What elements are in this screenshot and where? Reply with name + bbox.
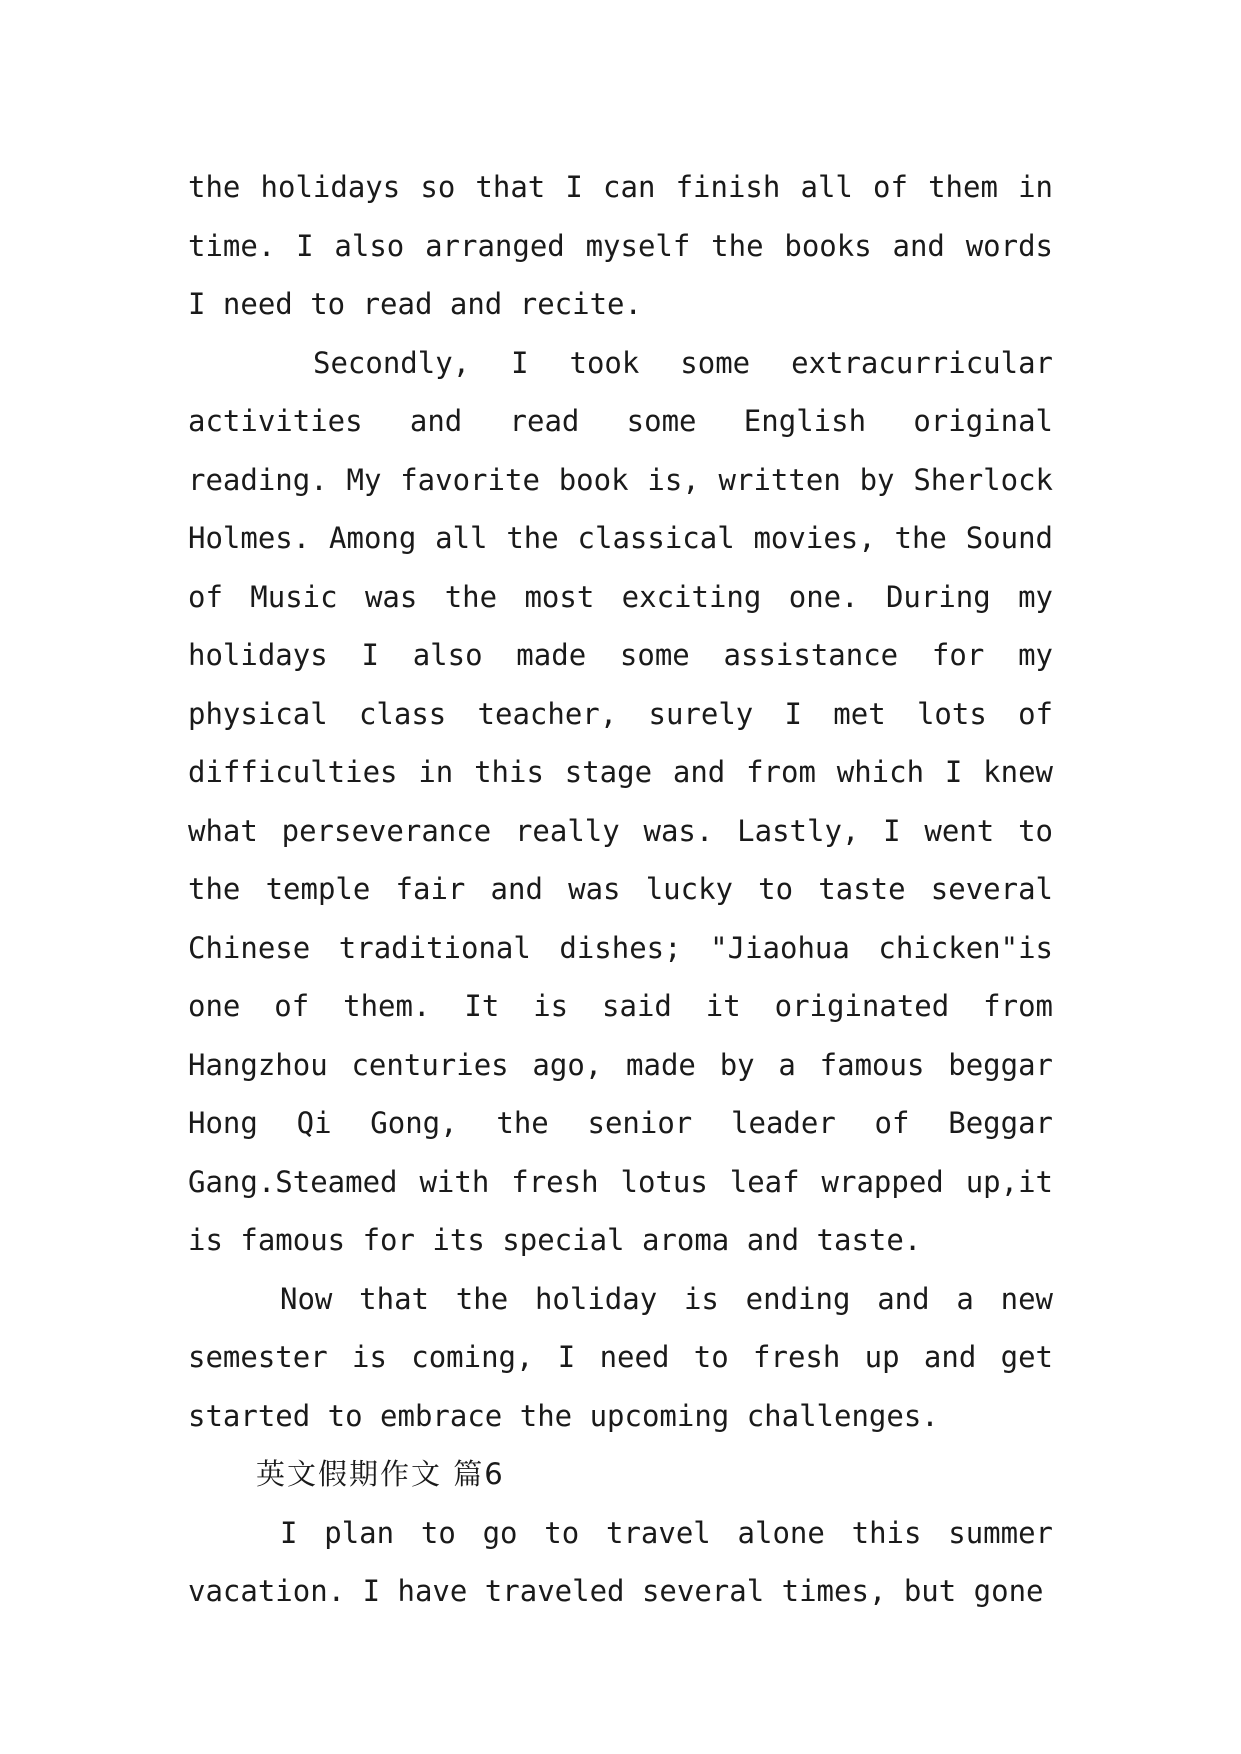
paragraph-conclusion: Now that the holiday is ending and a new semester is coming, I need to fresh up and get started to embrace the upcoming challenges. <box>188 1281 1053 1433</box>
paragraph-continuation: the holidays so that I can finish all of them in time. I also arranged myself the books and words I need to read and recite. <box>188 170 1053 321</box>
paragraph-travel: I plan to go to travel alone this summer vacation. I have traveled several times, but gone <box>188 1515 1053 1608</box>
section-heading: 英文假期作文 篇6 <box>256 1457 505 1491</box>
document-body <box>188 158 1053 1621</box>
paragraph-secondly: Secondly, I took some extracurricular activities and read some English original reading. My favorite book is, written by Sherlock Holmes. Among all the classical movies, the Sound of Music was the most exciting one. During my holidays I also made some assistance for my physical class teacher, surely I met lots of difficulties in this stage and from which I knew what perseverance really was. Lastly, I went to the temple fair and was lucky to taste several Chinese traditional dishes; "Jiaohua chicken"is one of them. It is said it originated from Hangzhou centuries ago, made by a famous beggar Hong Qi Gong, the senior leader of Beggar Gang.Steamed with fresh lotus leaf wrapped up,it is famous for its special aroma and taste. <box>188 345 1053 1257</box>
